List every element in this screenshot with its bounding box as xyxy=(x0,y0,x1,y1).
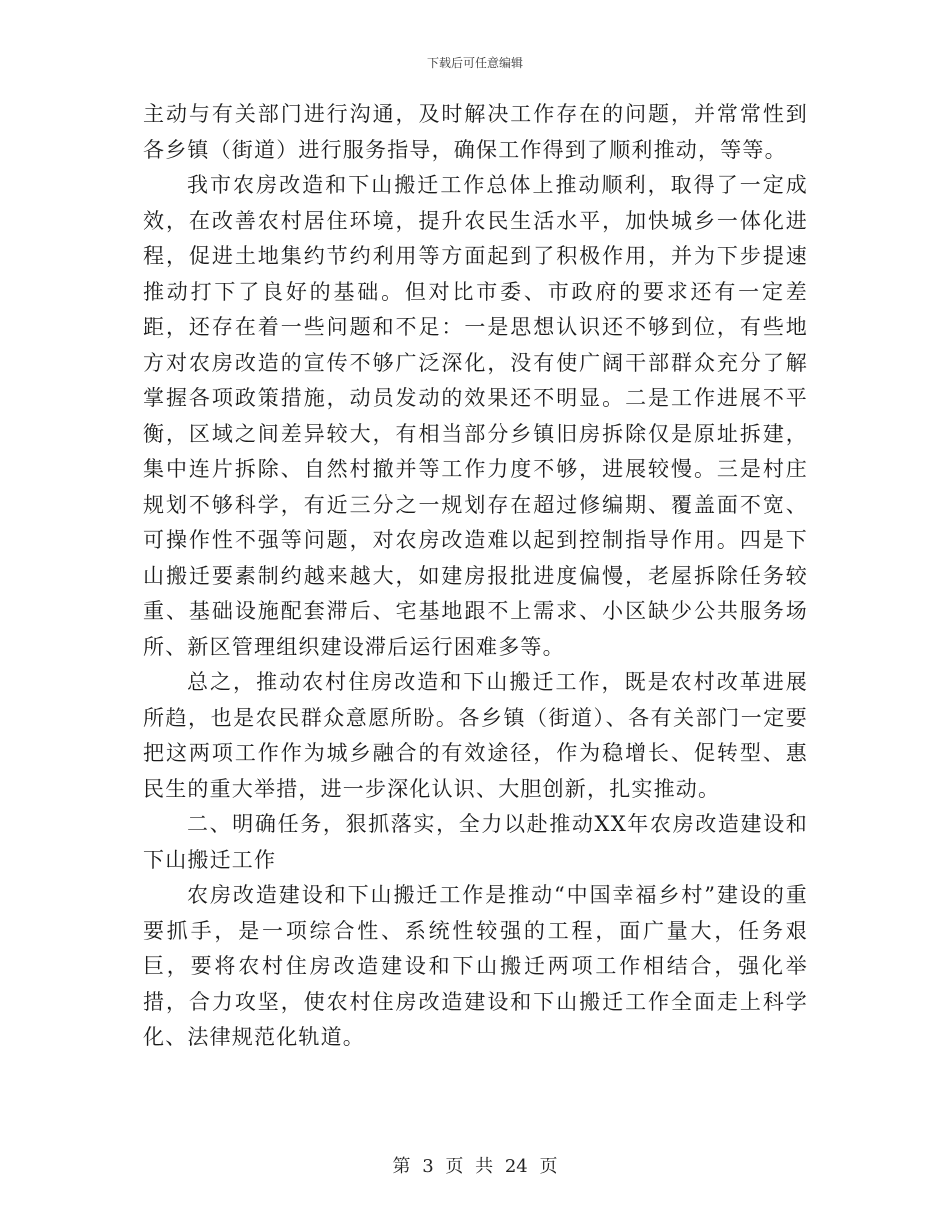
paragraph-1: 主动与有关部门进行沟通，及时解决工作存在的问题，并常常性到各乡镇（街道）进行服务指导，确保工作得到了顺利推动，等等。 xyxy=(143,102,808,162)
paragraph-5: 农房改造建设和下山搬迁工作是推动“中国幸福乡村”建设的重要抓手，是一项综合性、系统性较强的工程，面广量大，任务艰巨，要将农村住房改造建设和下山搬迁两项工作相结合，强化举措，合力攻坚，使农村住房改造建设和下山搬迁工作全面走上科学化、法律规范化轨道。 xyxy=(143,883,808,1049)
document-body xyxy=(143,97,808,1056)
paragraph-3: 总之，推动农村住房改造和下山搬迁工作，既是农村改革进展所趋，也是农民群众意愿所盼。各乡镇（街道）、各有关部门一定要把这两项工作作为城乡融合的有效途径，作为稳增长、促转型、惠民生的重大举措，进一步深化认识、大胆创新，扎实推动。 xyxy=(143,670,808,801)
paragraph-2: 我市农房改造和下山搬迁工作总体上推动顺利，取得了一定成效，在改善农村居住环境，提升农民生活水平，加快城乡一体化进程，促进土地集约节约利用等方面起到了积极作用，并为下步提速推动打下了良好的基础。但对比市委、市政府的要求还有一定差距，还存在着一些问题和不足：一是思想认识还不够到位，有些地方对农房改造的宣传不够广泛深化，没有使广阔干部群众充分了解掌握各项政策措施，动员发动的效果还不明显。二是工作进展不平衡，区域之间差异较大，有相当部分乡镇旧房拆除仅是原址拆建，集中连片拆除、自然村撤并等工作力度不够，进展较慢。三是村庄规划不够科学，有近三分之一规划存在超过修编期、覆盖面不宽、可操作性不强等问题，对农房改造难以起到控制指导作用。四是下山搬迁要素制约越来越大，如建房报批进度偏慢，老屋拆除任务较重、基础设施配套滞后、宅基地跟不上需求、小区缺少公共服务场所、新区管理组织建设滞后运行困难多等。 xyxy=(143,173,808,659)
page-number: 第 3 页 共 24 页 xyxy=(392,1156,558,1177)
section-heading: 二、明确任务，狠抓落实，全力以赴推动XX年农房改造建设和下山搬迁工作 xyxy=(143,812,808,872)
page-header-note: 下载后可任意编辑 xyxy=(426,56,523,70)
